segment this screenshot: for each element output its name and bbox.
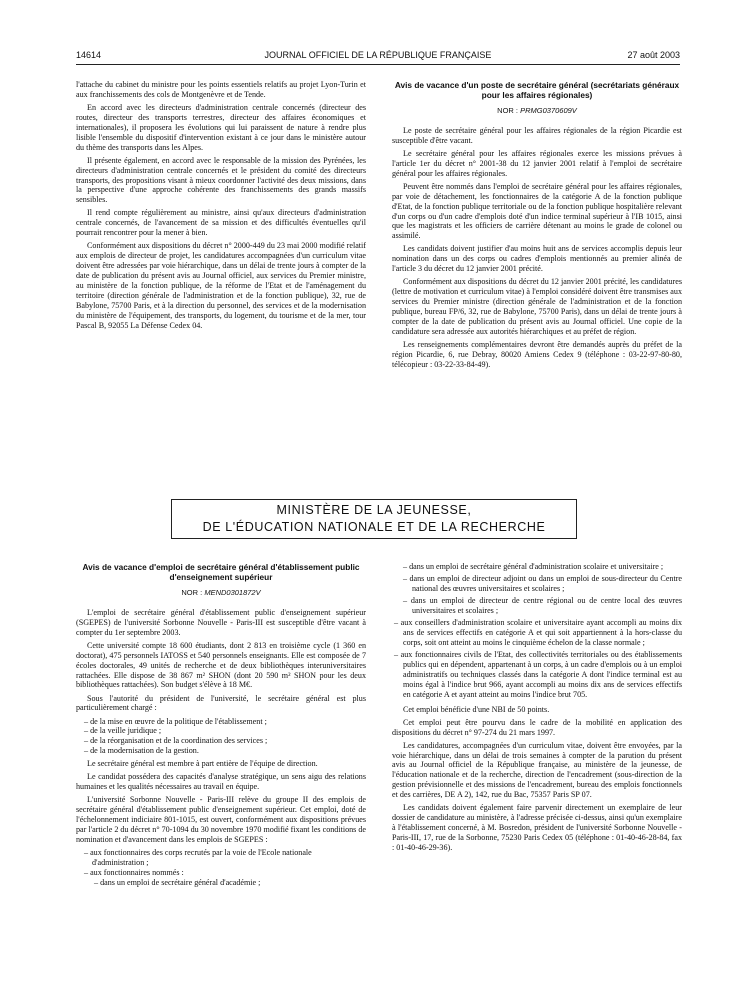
ministry-heading-box — [171, 499, 577, 539]
list-item: – aux conseillers d'administration scolaire et universitaire ayant accompli au moins dix ans de services effectifs en catégorie A et qui soit appartiennent à la hors-classe du corps, soit ont atteint au moins le cinquième échelon de la classe normale ; — [394, 618, 682, 647]
list-item: – de la réorganisation et de la coordination des services ; — [84, 736, 268, 746]
paragraph: En accord avec les directeurs d'administration centrale concernés (directeur des routes, directeur des transports terrestres, directeur des affaires économiques et internationales), il proposera les évolutions qui lui paraissent de nature à rendre plus lisible l'ensemble du dispositif d'intervention existant à ce jour dans le ministère autour du thème des transports dans les Alpes. — [76, 103, 366, 152]
left-column-bottom — [76, 562, 366, 888]
paragraph: Il présente également, en accord avec le responsable de la mission des Pyrénées, les directeurs d'administration centrale concernés et le président du comité des directeurs transports, des propositions visant à mieux coordonner l'activité des deux missions, dans la perspective d'une approche cohérente des franchissements des grands massifs sensibles. — [76, 155, 366, 205]
notice-title: Avis de vacance d'un poste de secrétaire général (secrétariats généraux pour les affaires régionales) — [394, 80, 680, 100]
paragraph: Les candidatures, accompagnées d'un curriculum vitae, doivent être envoyées, par la voie hiérarchique, dans un délai de trois semaines à compter de la parution du présent avis au Journal officiel de la République française, au ministère de la jeunesse, de l'éducation nationale et de la recherche, direction de l'encadrement (sous-direction de la gestion prévisionnelle et des missions de l'encadrement, bureau des emplois fonctionnels et des carrières, DE A 2), 142, rue du Bac, 75357 Paris SP 07. — [392, 740, 682, 800]
nor-code: MEND0301872V — [204, 588, 261, 597]
right-column-bottom — [392, 562, 682, 856]
paragraph: Cet emploi peut être pourvu dans le cadre de la mobilité en application des dispositions du décret n° 97-274 du 21 mars 1997. — [392, 717, 682, 737]
page-header — [76, 50, 680, 64]
paragraph: l'attache du cabinet du ministre pour les points essentiels relatifs au projet Lyon-Turin et aux franchissements des cols de Montgenèvre et de Tende. — [76, 80, 366, 99]
list-item: – aux fonctionnaires civils de l'Etat, des collectivités territoriales ou des établissements publics qui en dépendent, appartenant à un corps, à un cadre d'emplois ou à un emploi administratifs ou techniques classés dans la catégorie A dont l'indice terminal est au moins égal à l'indice brut 966, ayant accompli au moins dix ans de services effectifs en catégorie A et ayant atteint au moins l'indice brut 705. — [394, 650, 682, 699]
nor-code: PRMG0370609V — [520, 106, 577, 115]
nor-label: NOR : — [181, 588, 203, 597]
paragraph: Cet emploi bénéficie d'une NBI de 50 points. — [403, 704, 550, 714]
left-column-top — [76, 80, 366, 334]
list-item: – de la mise en œuvre de la politique de l'établissement ; — [84, 716, 267, 726]
paragraph: L'université Sorbonne Nouvelle - Paris-III relève du groupe II des emplois de secrétaire général d'établissement public d'enseignement supérieur. Cet emploi, doté de l'échelonnement indiciaire 801-1015, est ouvert, conformément aux dispositions prévues par l'article 2 du décret n° 70-1094 du 30 novembre 1970 modifié fixant les conditions de nomination et d'avancement dans les emplois de SGEPES : — [76, 795, 366, 844]
publication-date: 27 août 2003 — [627, 50, 680, 60]
paragraph: Conformément aux dispositions du décret du 12 janvier 2001 précité, les candidatures (lettre de motivation et curriculum vitae) à l'emploi considéré doivent être transmises aux services du Premier ministre (direction générale de l'administration et de la fonction publique, bureau FP/6, 32, rue de Babylone, 75700 Paris), dans un délai de trente jours à compter de la date de publication du présent avis au Journal officiel. Une copie de la candidature sera adressée aux autorités hiérarchiques et au préfet de région. — [392, 277, 682, 336]
list-item: – dans un emploi de directeur adjoint ou dans un emploi de sous-directeur du Centre national des œuvres universitaires et scolaires ; — [403, 574, 682, 593]
paragraph: Le secrétaire général est membre à part entière de l'équipe de direction. — [87, 759, 318, 769]
paragraph: Sous l'autorité du président de l'université, le secrétaire général est plus particulièrement chargé : — [76, 693, 366, 713]
list-item: – aux fonctionnaires nommés : — [84, 867, 184, 877]
journal-title: JOURNAL OFFICIEL DE LA RÉPUBLIQUE FRANÇAISE — [264, 50, 492, 60]
header-rule — [76, 64, 680, 65]
nor-reference — [76, 588, 366, 598]
list-item: – de la veille juridique ; — [84, 726, 162, 736]
paragraph: Le candidat possédera des capacités d'analyse stratégique, un sens aigu des relations humaines et les qualités nécessaires au travail en équipe. — [76, 772, 366, 792]
page-number: 14614 — [76, 50, 102, 60]
paragraph: Les candidats doivent justifier d'au moins huit ans de services accomplis depuis leur nomination dans un des corps ou cadres d'emplois mentionnés au premier alinéa de l'article 3 du décret du 12 janvier 2001 précité. — [392, 244, 682, 274]
notice-title: Avis de vacance d'emploi de secrétaire général d'établissement public d'enseignement supérieur — [82, 562, 360, 582]
ministry-line-1: MINISTÈRE DE LA JEUNESSE, — [276, 503, 472, 517]
list-item: – aux fonctionnaires des corps recrutés par la voie de l'Ecole nationale d'administration ; — [84, 847, 312, 867]
paragraph: L'emploi de secrétaire général d'établissement public d'enseignement supérieur (SGEPES) de l'université Sorbonne Nouvelle - Paris-III est susceptible d'être vacant à compter du 1er septembre 2003. — [76, 607, 366, 637]
paragraph: Les renseignements complémentaires devront être demandés auprès du préfet de la région Picardie, 6, rue Debray, 80020 Amiens Cedex 9 (téléphone : 03-22-97-80-80, télécopieur : 03-22-33-84-49). — [392, 339, 682, 369]
paragraph: Il rend compte régulièrement au ministre, ainsi qu'aux directeurs d'administration centrale concernés, de l'avancement de sa mission et des difficultés éventuelles qu'il pourrait rencontrer pour la mener à bien. — [76, 208, 366, 238]
paragraph: Peuvent être nommés dans l'emploi de secrétaire général pour les affaires régionales, par voie de détachement, les fonctionnaires de la catégorie A de la fonction publique d'Etat, de la fonction publique territoriale ou de la fonction publique hospitalière relevant d'un corps ou d'un cadre d'emplois doté d'un indice terminal supérieur à l'IB 1015, ainsi que les magistrats et les officiers de carrière détenant au moins le grade de colonel ou assimilé. — [392, 181, 682, 241]
list-item: – dans un emploi de secrétaire général d'administration scolaire et universitaire ; — [403, 562, 664, 571]
right-column-top — [392, 80, 682, 373]
paragraph: Les candidats doivent également faire parvenir directement un exemplaire de leur dossier de candidature au ministère, à l'adresse précisée ci-dessus, ainsi qu'un exemplaire à l'établissement concerné, à M. Bosredon, président de l'université Sorbonne Nouvelle - Paris-III, 17, rue de la Sorbonne, 75230 Paris Cedex 05 (téléphone : 01-40-46-28-84, fax : 01-40-46-29-36). — [392, 803, 682, 852]
nor-reference — [392, 106, 682, 116]
paragraph: Le poste de secrétaire général pour les affaires régionales de la région Picardie est susceptible d'être vacant. — [392, 125, 682, 145]
ministry-line-2: DE L'ÉDUCATION NATIONALE ET DE LA RECHERCHE — [202, 520, 546, 534]
paragraph: Cette université compte 18 600 étudiants, dont 2 813 en troisième cycle (1 360 en doctorat), 475 personnels IATOSS et 540 personnels enseignants. Elle est composée de 7 écoles doctorales, 49 unités de recherche et de deux bibliothèques interuniversitaires rattachées. Elle dispose de 38 867 m² SHON (dont 20 590 m² SHON pour les deux bibliothèques rattachées). Son budget s'élève à 18 M€. — [76, 640, 366, 690]
paragraph: Le secrétaire général pour les affaires régionales exerce les missions prévues à l'article 1er du décret n° 2001-38 du 12 janvier 2001 relatif à l'emploi de secrétaire général pour les affaires régionales. — [392, 148, 682, 178]
list-item: – dans un emploi de directeur de centre régional ou de centre local des œuvres universitaires et scolaires ; — [403, 596, 682, 615]
list-item: – de la modernisation de la gestion. — [84, 746, 199, 756]
list-item: – dans un emploi de secrétaire général d'académie ; — [94, 877, 261, 887]
nor-label: NOR : — [497, 106, 519, 115]
paragraph: Conformément aux dispositions du décret n° 2000-449 du 23 mai 2000 modifié relatif aux emplois de directeur de projet, les candidatures accompagnées d'un curriculum vitae doivent être adressées par voie hiérarchique, dans un délai de trente jours à compter de la date de publication du présent avis au Journal officiel, aux services du Premier ministre, au ministère de la fonction publique, de la réforme de l'Etat et de l'aménagement du territoire (direction générale de l'administration et de la fonction publique), 32, rue de Babylone, 75700 Paris, et à la direction du personnel, des services et de la modernisation du ministère de l'équipement, des transports, du logement, du tourisme et de la mer, tour Pascal B, 92055 La Défense Cedex 04. — [76, 241, 366, 330]
